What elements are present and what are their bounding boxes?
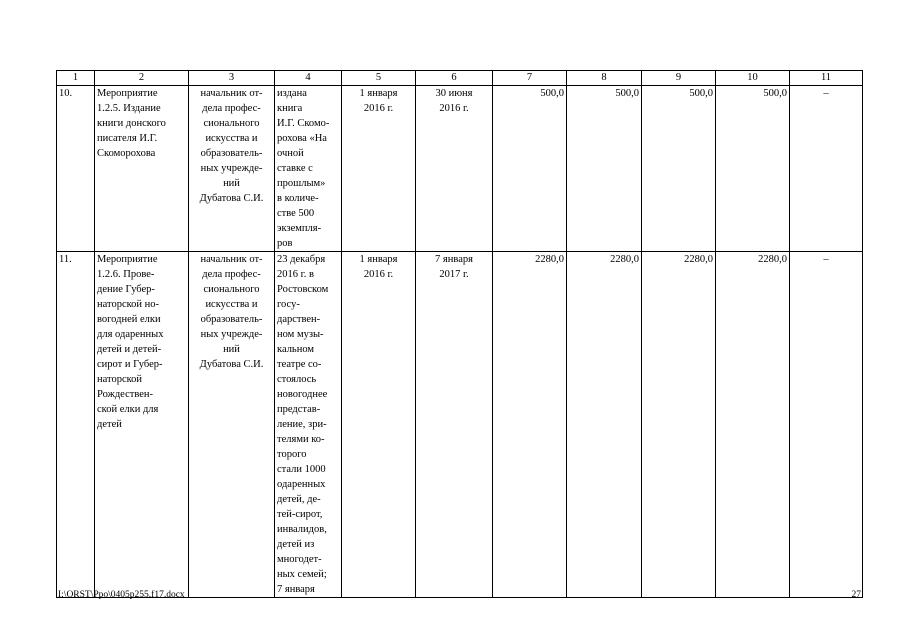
responsible-cell: начальник от- дела профес- сионального искусства и образователь- ных учрежде- ний Дубатова С.И. <box>189 86 275 252</box>
table-row <box>57 252 863 598</box>
amount-cell: 2280,0 <box>567 252 642 598</box>
start-date-cell: 1 января 2016 г. <box>342 252 416 598</box>
column-header: 6 <box>416 71 493 86</box>
start-date-cell: 1 января 2016 г. <box>342 86 416 252</box>
event-cell: Мероприятие 1.2.6. Прове- дение Губер- наторской но- вогодней елки для одаренных детей и детей- сирот и Губер- наторской Рождествен- ской елки для детей <box>95 252 189 598</box>
column-header: 1 <box>57 71 95 86</box>
amount-cell: 500,0 <box>567 86 642 252</box>
amount-cell: 500,0 <box>642 86 716 252</box>
column-header: 3 <box>189 71 275 86</box>
column-header: 9 <box>642 71 716 86</box>
responsible-cell: начальник от- дела профес- сионального искусства и образователь- ных учрежде- ний Дубатова С.И. <box>189 252 275 598</box>
column-header: 2 <box>95 71 189 86</box>
column-header: 7 <box>493 71 567 86</box>
amount-cell: 500,0 <box>493 86 567 252</box>
table-header-row <box>57 71 863 86</box>
column-header: 11 <box>790 71 863 86</box>
file-path: I:\ORST\Ppo\0405p255.f17.docx <box>58 590 185 600</box>
column-header: 10 <box>716 71 790 86</box>
column-header: 5 <box>342 71 416 86</box>
result-cell: 23 декабря 2016 г. в Ростовском госу- дарствен- ном музы- кальном театре со- стоялось новогоднее представ- ление, зри- телями ко- торого стали 1000 одаренных детей, де- тей-сирот, инвалидов, детей из многодет- ных семей; 7 января <box>275 252 342 598</box>
end-date-cell: 7 января 2017 г. <box>416 252 493 598</box>
row-number: 10. <box>57 86 95 252</box>
dash-cell: – <box>790 252 863 598</box>
measures-table <box>56 70 863 598</box>
result-cell: издана книга И.Г. Скомо- рохова «На очной ставке с прошлым» в количе- стве 500 экземпля- ров <box>275 86 342 252</box>
page-number: 27 <box>851 590 861 600</box>
amount-cell: 2280,0 <box>642 252 716 598</box>
column-header: 4 <box>275 71 342 86</box>
row-number: 11. <box>57 252 95 598</box>
dash-cell: – <box>790 86 863 252</box>
table-row <box>57 86 863 252</box>
amount-cell: 500,0 <box>716 86 790 252</box>
amount-cell: 2280,0 <box>716 252 790 598</box>
column-header: 8 <box>567 71 642 86</box>
end-date-cell: 30 июня 2016 г. <box>416 86 493 252</box>
amount-cell: 2280,0 <box>493 252 567 598</box>
event-cell: Мероприятие 1.2.5. Издание книги донского писателя И.Г. Скоморохова <box>95 86 189 252</box>
